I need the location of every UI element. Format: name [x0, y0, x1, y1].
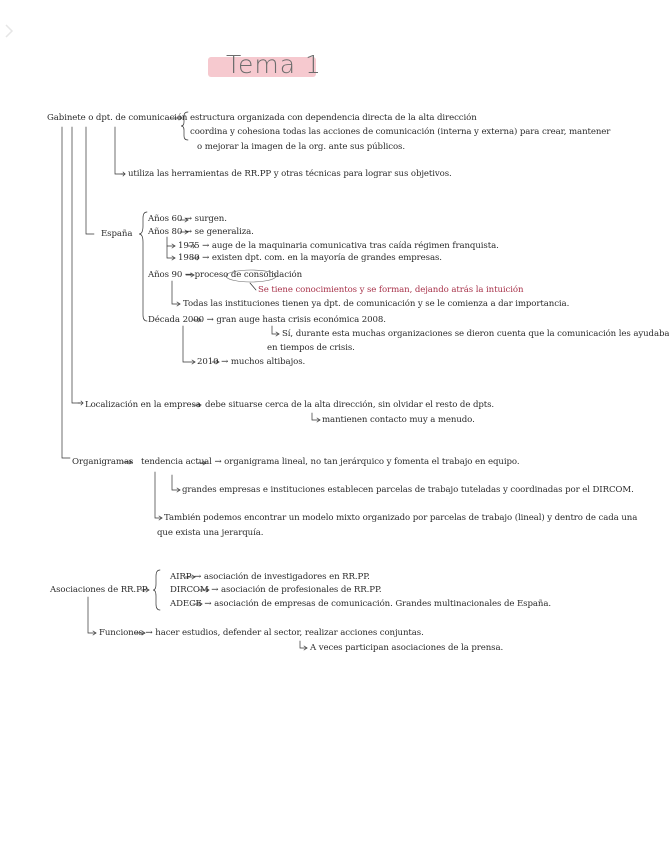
asociaciones-prensa: A veces participan asociaciones de la prensa.	[310, 643, 504, 653]
organigramas-tendencia: tendencia actual → organigrama lineal, no tan jerárquico y fomenta el trabajo en equipo.	[141, 457, 520, 467]
asociaciones-label: Asociaciones de RR.PP	[50, 585, 148, 595]
asociaciones-funciones: Funciones → hacer estudios, defender al sector, realizar acciones conjuntas.	[99, 628, 424, 638]
page-title: Tema 1	[226, 50, 322, 79]
espana-decada-2000: Década 2000 → gran auge hasta crisis económica 2008.	[148, 315, 386, 325]
espana-label: España	[101, 229, 133, 239]
espana-1975: 1975 → auge de la maquinaria comunicativa tras caída régimen franquista.	[178, 241, 499, 251]
asociaciones-airp: AIRP → asociación de investigadores en RR.PP.	[170, 572, 370, 582]
espana-anos-90: Años 90 → proceso de consolidación	[148, 270, 303, 280]
espana-crisis-2: en tiempos de crisis.	[267, 343, 355, 353]
localizacion-text: debe situarse cerca de la alta dirección, sin olvidar el resto de dpts.	[205, 400, 495, 410]
organigramas-mixto-1: También podemos encontrar un modelo mixto organizado por parcelas de trabajo (lineal) y dentro de cada una	[164, 513, 638, 523]
espana-anos-90-note: Se tiene conocimientos y se forman, dejando atrás la intuición	[258, 285, 524, 295]
gabinete-tools: utiliza las herramientas de RR.PP y otras técnicas para lograr sus objetivos.	[128, 169, 452, 179]
gabinete-label: Gabinete o dpt. de comunicación	[47, 113, 188, 123]
organigramas-grandes: grandes empresas e instituciones establecen parcelas de trabajo tuteladas y coordinadas por el DIRCOM.	[182, 485, 634, 495]
localizacion-contacto: mantienen contacto muy a menudo.	[322, 415, 475, 425]
organigramas-label: Organigramas	[72, 457, 134, 467]
organigramas-mixto-2: que exista una jerarquía.	[157, 528, 264, 538]
espana-2010: 2010 → muchos altibajos.	[197, 357, 306, 367]
espana-instituciones: Todas las instituciones tienen ya dpt. de comunicación y se le comienza a dar importancia.	[183, 299, 570, 309]
gabinete-definition-2: coordina y cohesiona todas las acciones de comunicación (interna y externa) para crear, mantener	[190, 127, 611, 137]
espana-crisis-1: Sí, durante esta muchas organizaciones se dieron cuenta que la comunicación les ayudaba	[282, 329, 669, 339]
localizacion-label: Localización en la empresa	[85, 400, 201, 410]
espana-1980: 1980 → existen dpt. com. en la mayoría de grandes empresas.	[178, 253, 442, 263]
gabinete-definition-1: estructura organizada con dependencia directa de la alta dirección	[190, 113, 477, 123]
asociaciones-adece: ADECE → asociación de empresas de comunicación. Grandes multinacionales de España.	[170, 599, 551, 609]
gabinete-definition-3: o mejorar la imagen de la org. ante sus públicos.	[197, 142, 405, 152]
asociaciones-dircom: DIRCOM → asociación de profesionales de RR.PP.	[170, 585, 382, 595]
espana-anos-60: Años 60 → surgen.	[148, 214, 227, 224]
espana-anos-80: Años 80 → se generaliza.	[148, 227, 254, 237]
